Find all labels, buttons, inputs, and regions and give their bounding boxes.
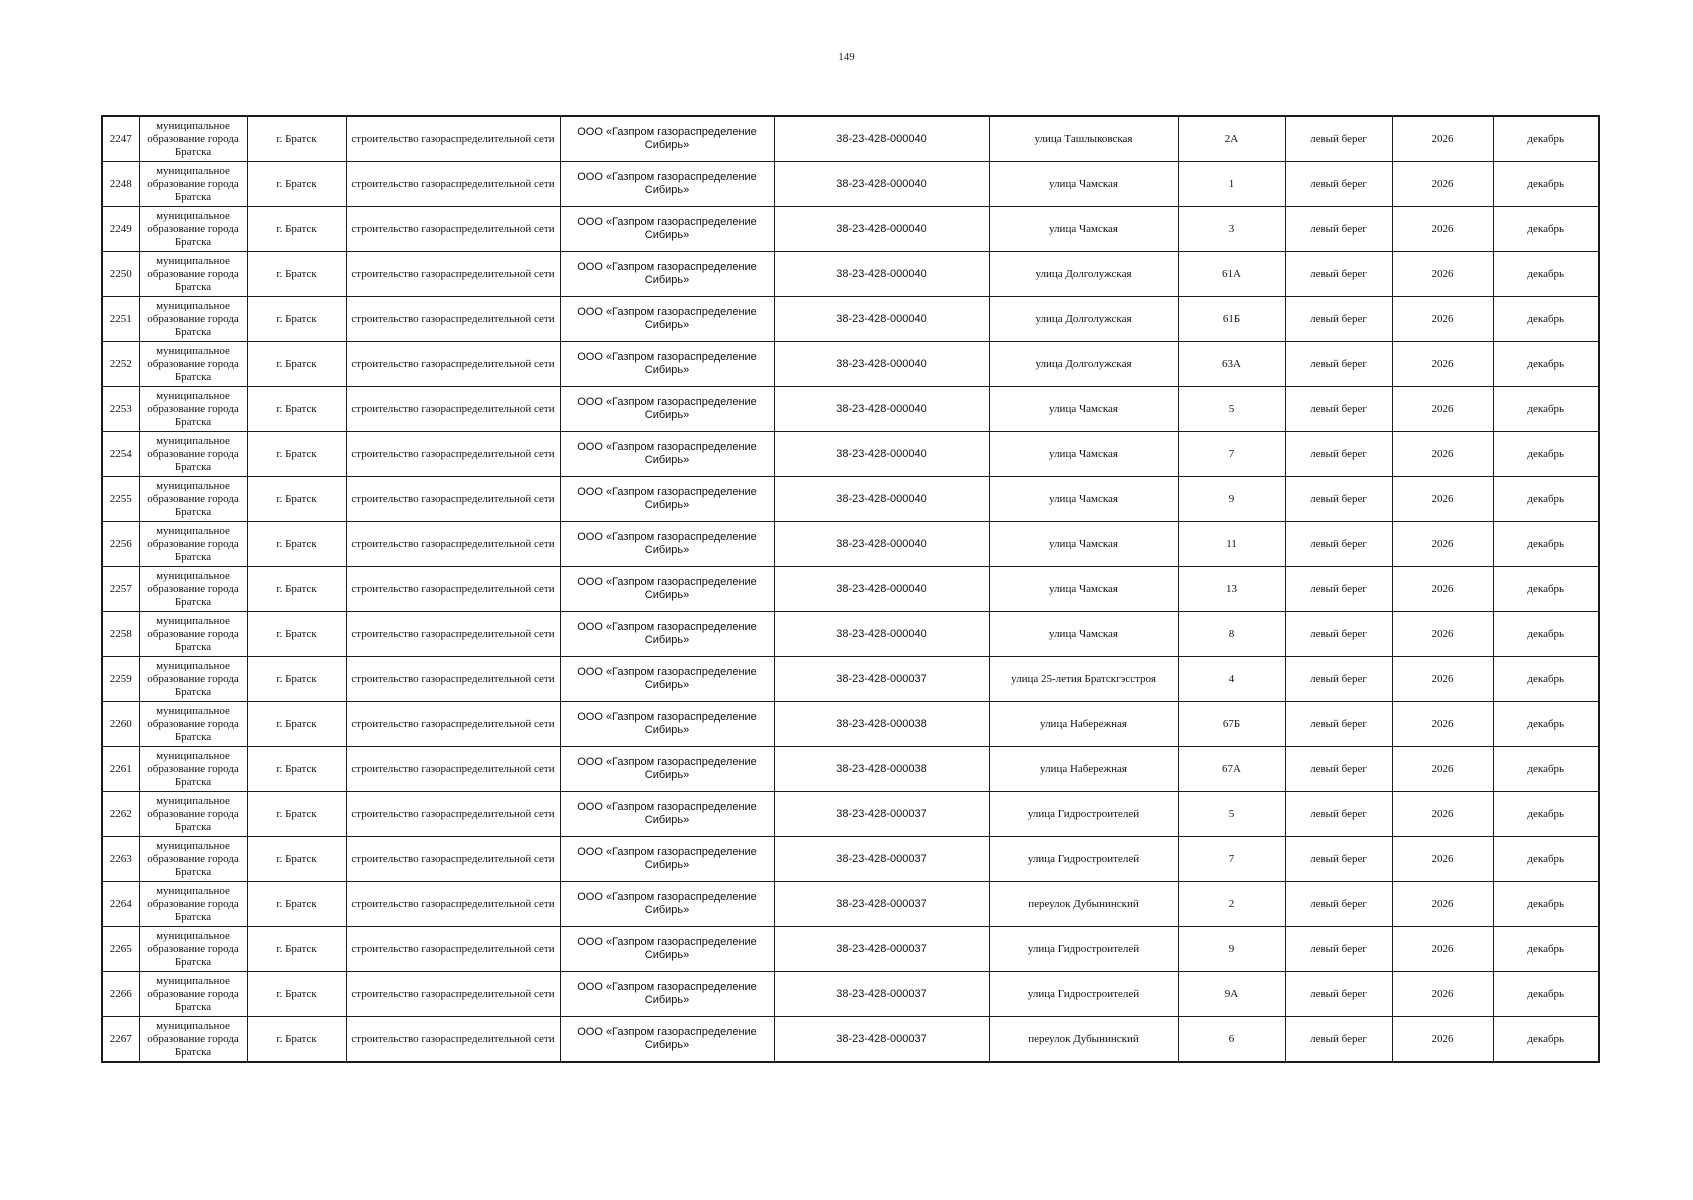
- house-number-cell: 6: [1178, 1017, 1285, 1063]
- year-cell: 2026: [1392, 207, 1493, 252]
- row-number-cell: 2255: [102, 477, 139, 522]
- network-id-cell: 38-23-428-000040: [774, 477, 989, 522]
- year-cell: 2026: [1392, 927, 1493, 972]
- work-type-cell: строительство газораспределительной сети: [346, 342, 560, 387]
- river-bank-cell: левый берег: [1285, 252, 1392, 297]
- month-cell: декабрь: [1493, 297, 1599, 342]
- table-row: [102, 387, 1599, 432]
- year-cell: 2026: [1392, 342, 1493, 387]
- street-cell: улица Набережная: [989, 702, 1178, 747]
- work-type-cell: строительство газораспределительной сети: [346, 882, 560, 927]
- year-cell: 2026: [1392, 567, 1493, 612]
- street-cell: улица Чамская: [989, 432, 1178, 477]
- table-row: [102, 252, 1599, 297]
- page-number: 149: [838, 51, 855, 63]
- network-id-cell: 38-23-428-000040: [774, 252, 989, 297]
- year-cell: 2026: [1392, 252, 1493, 297]
- municipality-cell: муниципальное образование города Братска: [139, 342, 247, 387]
- row-number-cell: 2252: [102, 342, 139, 387]
- house-number-cell: 2: [1178, 882, 1285, 927]
- river-bank-cell: левый берег: [1285, 207, 1392, 252]
- river-bank-cell: левый берег: [1285, 432, 1392, 477]
- river-bank-cell: левый берег: [1285, 792, 1392, 837]
- row-number-cell: 2256: [102, 522, 139, 567]
- month-cell: декабрь: [1493, 747, 1599, 792]
- municipality-cell: муниципальное образование города Братска: [139, 522, 247, 567]
- river-bank-cell: левый берег: [1285, 116, 1392, 162]
- row-number-cell: 2253: [102, 387, 139, 432]
- municipality-cell: муниципальное образование города Братска: [139, 657, 247, 702]
- city-cell: г. Братск: [247, 792, 346, 837]
- city-cell: г. Братск: [247, 927, 346, 972]
- table-row: [102, 162, 1599, 207]
- organization-cell: ООО «Газпром газораспределение Сибирь»: [560, 702, 774, 747]
- river-bank-cell: левый берег: [1285, 972, 1392, 1017]
- network-id-cell: 38-23-428-000037: [774, 972, 989, 1017]
- house-number-cell: 9: [1178, 477, 1285, 522]
- row-number-cell: 2262: [102, 792, 139, 837]
- organization-cell: ООО «Газпром газораспределение Сибирь»: [560, 342, 774, 387]
- organization-cell: ООО «Газпром газораспределение Сибирь»: [560, 792, 774, 837]
- street-cell: переулок Дубынинский: [989, 882, 1178, 927]
- organization-cell: ООО «Газпром газораспределение Сибирь»: [560, 927, 774, 972]
- municipality-cell: муниципальное образование города Братска: [139, 837, 247, 882]
- house-number-cell: 13: [1178, 567, 1285, 612]
- city-cell: г. Братск: [247, 747, 346, 792]
- organization-cell: ООО «Газпром газораспределение Сибирь»: [560, 432, 774, 477]
- organization-cell: ООО «Газпром газораспределение Сибирь»: [560, 162, 774, 207]
- month-cell: декабрь: [1493, 252, 1599, 297]
- municipality-cell: муниципальное образование города Братска: [139, 972, 247, 1017]
- municipality-cell: муниципальное образование города Братска: [139, 1017, 247, 1063]
- year-cell: 2026: [1392, 1017, 1493, 1063]
- year-cell: 2026: [1392, 522, 1493, 567]
- work-type-cell: строительство газораспределительной сети: [346, 657, 560, 702]
- city-cell: г. Братск: [247, 432, 346, 477]
- work-type-cell: строительство газораспределительной сети: [346, 477, 560, 522]
- month-cell: декабрь: [1493, 387, 1599, 432]
- year-cell: 2026: [1392, 972, 1493, 1017]
- month-cell: декабрь: [1493, 972, 1599, 1017]
- street-cell: улица Чамская: [989, 567, 1178, 612]
- organization-cell: ООО «Газпром газораспределение Сибирь»: [560, 207, 774, 252]
- network-id-cell: 38-23-428-000037: [774, 792, 989, 837]
- organization-cell: ООО «Газпром газораспределение Сибирь»: [560, 837, 774, 882]
- network-id-cell: 38-23-428-000040: [774, 162, 989, 207]
- street-cell: улица Гидростроителей: [989, 972, 1178, 1017]
- network-id-cell: 38-23-428-000037: [774, 882, 989, 927]
- river-bank-cell: левый берег: [1285, 387, 1392, 432]
- organization-cell: ООО «Газпром газораспределение Сибирь»: [560, 747, 774, 792]
- work-type-cell: строительство газораспределительной сети: [346, 207, 560, 252]
- river-bank-cell: левый берег: [1285, 747, 1392, 792]
- table-row: [102, 927, 1599, 972]
- house-number-cell: 9: [1178, 927, 1285, 972]
- network-id-cell: 38-23-428-000037: [774, 657, 989, 702]
- river-bank-cell: левый берег: [1285, 477, 1392, 522]
- network-id-cell: 38-23-428-000040: [774, 432, 989, 477]
- work-type-cell: строительство газораспределительной сети: [346, 567, 560, 612]
- table-row: [102, 342, 1599, 387]
- house-number-cell: 11: [1178, 522, 1285, 567]
- row-number-cell: 2259: [102, 657, 139, 702]
- network-id-cell: 38-23-428-000037: [774, 1017, 989, 1063]
- year-cell: 2026: [1392, 477, 1493, 522]
- city-cell: г. Братск: [247, 882, 346, 927]
- network-id-cell: 38-23-428-000037: [774, 837, 989, 882]
- row-number-cell: 2261: [102, 747, 139, 792]
- city-cell: г. Братск: [247, 567, 346, 612]
- municipality-cell: муниципальное образование города Братска: [139, 432, 247, 477]
- month-cell: декабрь: [1493, 432, 1599, 477]
- municipality-cell: муниципальное образование города Братска: [139, 927, 247, 972]
- city-cell: г. Братск: [247, 972, 346, 1017]
- work-type-cell: строительство газораспределительной сети: [346, 837, 560, 882]
- work-type-cell: строительство газораспределительной сети: [346, 792, 560, 837]
- month-cell: декабрь: [1493, 162, 1599, 207]
- year-cell: 2026: [1392, 612, 1493, 657]
- house-number-cell: 61Б: [1178, 297, 1285, 342]
- river-bank-cell: левый берег: [1285, 927, 1392, 972]
- house-number-cell: 5: [1178, 387, 1285, 432]
- house-number-cell: 63А: [1178, 342, 1285, 387]
- municipality-cell: муниципальное образование города Братска: [139, 882, 247, 927]
- house-number-cell: 9А: [1178, 972, 1285, 1017]
- table-row: [102, 792, 1599, 837]
- municipality-cell: муниципальное образование города Братска: [139, 792, 247, 837]
- municipality-cell: муниципальное образование города Братска: [139, 702, 247, 747]
- row-number-cell: 2263: [102, 837, 139, 882]
- river-bank-cell: левый берег: [1285, 612, 1392, 657]
- house-number-cell: 5: [1178, 792, 1285, 837]
- city-cell: г. Братск: [247, 162, 346, 207]
- organization-cell: ООО «Газпром газораспределение Сибирь»: [560, 297, 774, 342]
- row-number-cell: 2254: [102, 432, 139, 477]
- city-cell: г. Братск: [247, 1017, 346, 1063]
- house-number-cell: 67Б: [1178, 702, 1285, 747]
- river-bank-cell: левый берег: [1285, 522, 1392, 567]
- house-number-cell: 67А: [1178, 747, 1285, 792]
- organization-cell: ООО «Газпром газораспределение Сибирь»: [560, 882, 774, 927]
- river-bank-cell: левый берег: [1285, 342, 1392, 387]
- month-cell: декабрь: [1493, 207, 1599, 252]
- city-cell: г. Братск: [247, 252, 346, 297]
- street-cell: улица Долголужская: [989, 342, 1178, 387]
- organization-cell: ООО «Газпром газораспределение Сибирь»: [560, 252, 774, 297]
- city-cell: г. Братск: [247, 342, 346, 387]
- network-id-cell: 38-23-428-000038: [774, 702, 989, 747]
- organization-cell: ООО «Газпром газораспределение Сибирь»: [560, 387, 774, 432]
- row-number-cell: 2260: [102, 702, 139, 747]
- city-cell: г. Братск: [247, 657, 346, 702]
- river-bank-cell: левый берег: [1285, 702, 1392, 747]
- street-cell: улица Чамская: [989, 207, 1178, 252]
- work-type-cell: строительство газораспределительной сети: [346, 252, 560, 297]
- work-type-cell: строительство газораспределительной сети: [346, 297, 560, 342]
- municipality-cell: муниципальное образование города Братска: [139, 747, 247, 792]
- table-row: [102, 972, 1599, 1017]
- month-cell: декабрь: [1493, 567, 1599, 612]
- street-cell: улица Чамская: [989, 522, 1178, 567]
- municipality-cell: муниципальное образование города Братска: [139, 207, 247, 252]
- river-bank-cell: левый берег: [1285, 567, 1392, 612]
- river-bank-cell: левый берег: [1285, 162, 1392, 207]
- street-cell: улица Долголужская: [989, 252, 1178, 297]
- municipality-cell: муниципальное образование города Братска: [139, 612, 247, 657]
- street-cell: улица Гидростроителей: [989, 792, 1178, 837]
- row-number-cell: 2247: [102, 116, 139, 162]
- work-type-cell: строительство газораспределительной сети: [346, 162, 560, 207]
- row-number-cell: 2267: [102, 1017, 139, 1063]
- year-cell: 2026: [1392, 116, 1493, 162]
- organization-cell: ООО «Газпром газораспределение Сибирь»: [560, 567, 774, 612]
- table-row: [102, 567, 1599, 612]
- year-cell: 2026: [1392, 297, 1493, 342]
- year-cell: 2026: [1392, 162, 1493, 207]
- city-cell: г. Братск: [247, 297, 346, 342]
- organization-cell: ООО «Газпром газораспределение Сибирь»: [560, 477, 774, 522]
- network-id-cell: 38-23-428-000040: [774, 387, 989, 432]
- house-number-cell: 7: [1178, 432, 1285, 477]
- row-number-cell: 2249: [102, 207, 139, 252]
- house-number-cell: 2А: [1178, 116, 1285, 162]
- river-bank-cell: левый берег: [1285, 657, 1392, 702]
- street-cell: улица Чамская: [989, 387, 1178, 432]
- table-row: [102, 837, 1599, 882]
- work-type-cell: строительство газораспределительной сети: [346, 612, 560, 657]
- network-id-cell: 38-23-428-000040: [774, 207, 989, 252]
- network-id-cell: 38-23-428-000040: [774, 297, 989, 342]
- house-number-cell: 3: [1178, 207, 1285, 252]
- street-cell: улица Чамская: [989, 162, 1178, 207]
- city-cell: г. Братск: [247, 387, 346, 432]
- street-cell: улица 25-летия Братскгэсстроя: [989, 657, 1178, 702]
- house-number-cell: 1: [1178, 162, 1285, 207]
- city-cell: г. Братск: [247, 116, 346, 162]
- month-cell: декабрь: [1493, 927, 1599, 972]
- organization-cell: ООО «Газпром газораспределение Сибирь»: [560, 972, 774, 1017]
- month-cell: декабрь: [1493, 792, 1599, 837]
- gasification-registry-table: [101, 115, 1600, 1063]
- table-row: [102, 612, 1599, 657]
- row-number-cell: 2248: [102, 162, 139, 207]
- table-row: [102, 432, 1599, 477]
- street-cell: улица Чамская: [989, 612, 1178, 657]
- municipality-cell: муниципальное образование города Братска: [139, 116, 247, 162]
- table-row: [102, 657, 1599, 702]
- month-cell: декабрь: [1493, 837, 1599, 882]
- work-type-cell: строительство газораспределительной сети: [346, 432, 560, 477]
- work-type-cell: строительство газораспределительной сети: [346, 522, 560, 567]
- municipality-cell: муниципальное образование города Братска: [139, 567, 247, 612]
- year-cell: 2026: [1392, 882, 1493, 927]
- month-cell: декабрь: [1493, 1017, 1599, 1063]
- year-cell: 2026: [1392, 657, 1493, 702]
- network-id-cell: 38-23-428-000037: [774, 927, 989, 972]
- municipality-cell: муниципальное образование города Братска: [139, 297, 247, 342]
- row-number-cell: 2265: [102, 927, 139, 972]
- table-row: [102, 702, 1599, 747]
- row-number-cell: 2250: [102, 252, 139, 297]
- work-type-cell: строительство газораспределительной сети: [346, 972, 560, 1017]
- house-number-cell: 61А: [1178, 252, 1285, 297]
- network-id-cell: 38-23-428-000040: [774, 522, 989, 567]
- table-row: [102, 1017, 1599, 1063]
- city-cell: г. Братск: [247, 702, 346, 747]
- table-row: [102, 882, 1599, 927]
- year-cell: 2026: [1392, 702, 1493, 747]
- table-row: [102, 207, 1599, 252]
- month-cell: декабрь: [1493, 882, 1599, 927]
- street-cell: переулок Дубынинский: [989, 1017, 1178, 1063]
- city-cell: г. Братск: [247, 612, 346, 657]
- river-bank-cell: левый берег: [1285, 1017, 1392, 1063]
- work-type-cell: строительство газораспределительной сети: [346, 702, 560, 747]
- street-cell: улица Гидростроителей: [989, 837, 1178, 882]
- street-cell: улица Чамская: [989, 477, 1178, 522]
- street-cell: улица Набережная: [989, 747, 1178, 792]
- house-number-cell: 8: [1178, 612, 1285, 657]
- table-row: [102, 522, 1599, 567]
- year-cell: 2026: [1392, 432, 1493, 477]
- city-cell: г. Братск: [247, 522, 346, 567]
- municipality-cell: муниципальное образование города Братска: [139, 162, 247, 207]
- month-cell: декабрь: [1493, 612, 1599, 657]
- work-type-cell: строительство газораспределительной сети: [346, 387, 560, 432]
- month-cell: декабрь: [1493, 477, 1599, 522]
- month-cell: декабрь: [1493, 342, 1599, 387]
- organization-cell: ООО «Газпром газораспределение Сибирь»: [560, 116, 774, 162]
- work-type-cell: строительство газораспределительной сети: [346, 116, 560, 162]
- table-body: [102, 116, 1599, 1062]
- city-cell: г. Братск: [247, 837, 346, 882]
- river-bank-cell: левый берег: [1285, 837, 1392, 882]
- row-number-cell: 2258: [102, 612, 139, 657]
- year-cell: 2026: [1392, 837, 1493, 882]
- network-id-cell: 38-23-428-000038: [774, 747, 989, 792]
- organization-cell: ООО «Газпром газораспределение Сибирь»: [560, 612, 774, 657]
- house-number-cell: 7: [1178, 837, 1285, 882]
- row-number-cell: 2266: [102, 972, 139, 1017]
- table-row: [102, 297, 1599, 342]
- table-row: [102, 747, 1599, 792]
- organization-cell: ООО «Газпром газораспределение Сибирь»: [560, 522, 774, 567]
- work-type-cell: строительство газораспределительной сети: [346, 747, 560, 792]
- table-row: [102, 116, 1599, 162]
- year-cell: 2026: [1392, 387, 1493, 432]
- municipality-cell: муниципальное образование города Братска: [139, 387, 247, 432]
- city-cell: г. Братск: [247, 477, 346, 522]
- year-cell: 2026: [1392, 747, 1493, 792]
- work-type-cell: строительство газораспределительной сети: [346, 927, 560, 972]
- municipality-cell: муниципальное образование города Братска: [139, 477, 247, 522]
- organization-cell: ООО «Газпром газораспределение Сибирь»: [560, 1017, 774, 1063]
- street-cell: улица Долголужская: [989, 297, 1178, 342]
- municipality-cell: муниципальное образование города Братска: [139, 252, 247, 297]
- month-cell: декабрь: [1493, 657, 1599, 702]
- month-cell: декабрь: [1493, 522, 1599, 567]
- row-number-cell: 2264: [102, 882, 139, 927]
- network-id-cell: 38-23-428-000040: [774, 116, 989, 162]
- river-bank-cell: левый берег: [1285, 297, 1392, 342]
- month-cell: декабрь: [1493, 116, 1599, 162]
- street-cell: улица Ташлыковская: [989, 116, 1178, 162]
- network-id-cell: 38-23-428-000040: [774, 342, 989, 387]
- river-bank-cell: левый берег: [1285, 882, 1392, 927]
- house-number-cell: 4: [1178, 657, 1285, 702]
- work-type-cell: строительство газораспределительной сети: [346, 1017, 560, 1063]
- city-cell: г. Братск: [247, 207, 346, 252]
- street-cell: улица Гидростроителей: [989, 927, 1178, 972]
- organization-cell: ООО «Газпром газораспределение Сибирь»: [560, 657, 774, 702]
- table-row: [102, 477, 1599, 522]
- row-number-cell: 2251: [102, 297, 139, 342]
- network-id-cell: 38-23-428-000040: [774, 567, 989, 612]
- network-id-cell: 38-23-428-000040: [774, 612, 989, 657]
- year-cell: 2026: [1392, 792, 1493, 837]
- row-number-cell: 2257: [102, 567, 139, 612]
- month-cell: декабрь: [1493, 702, 1599, 747]
